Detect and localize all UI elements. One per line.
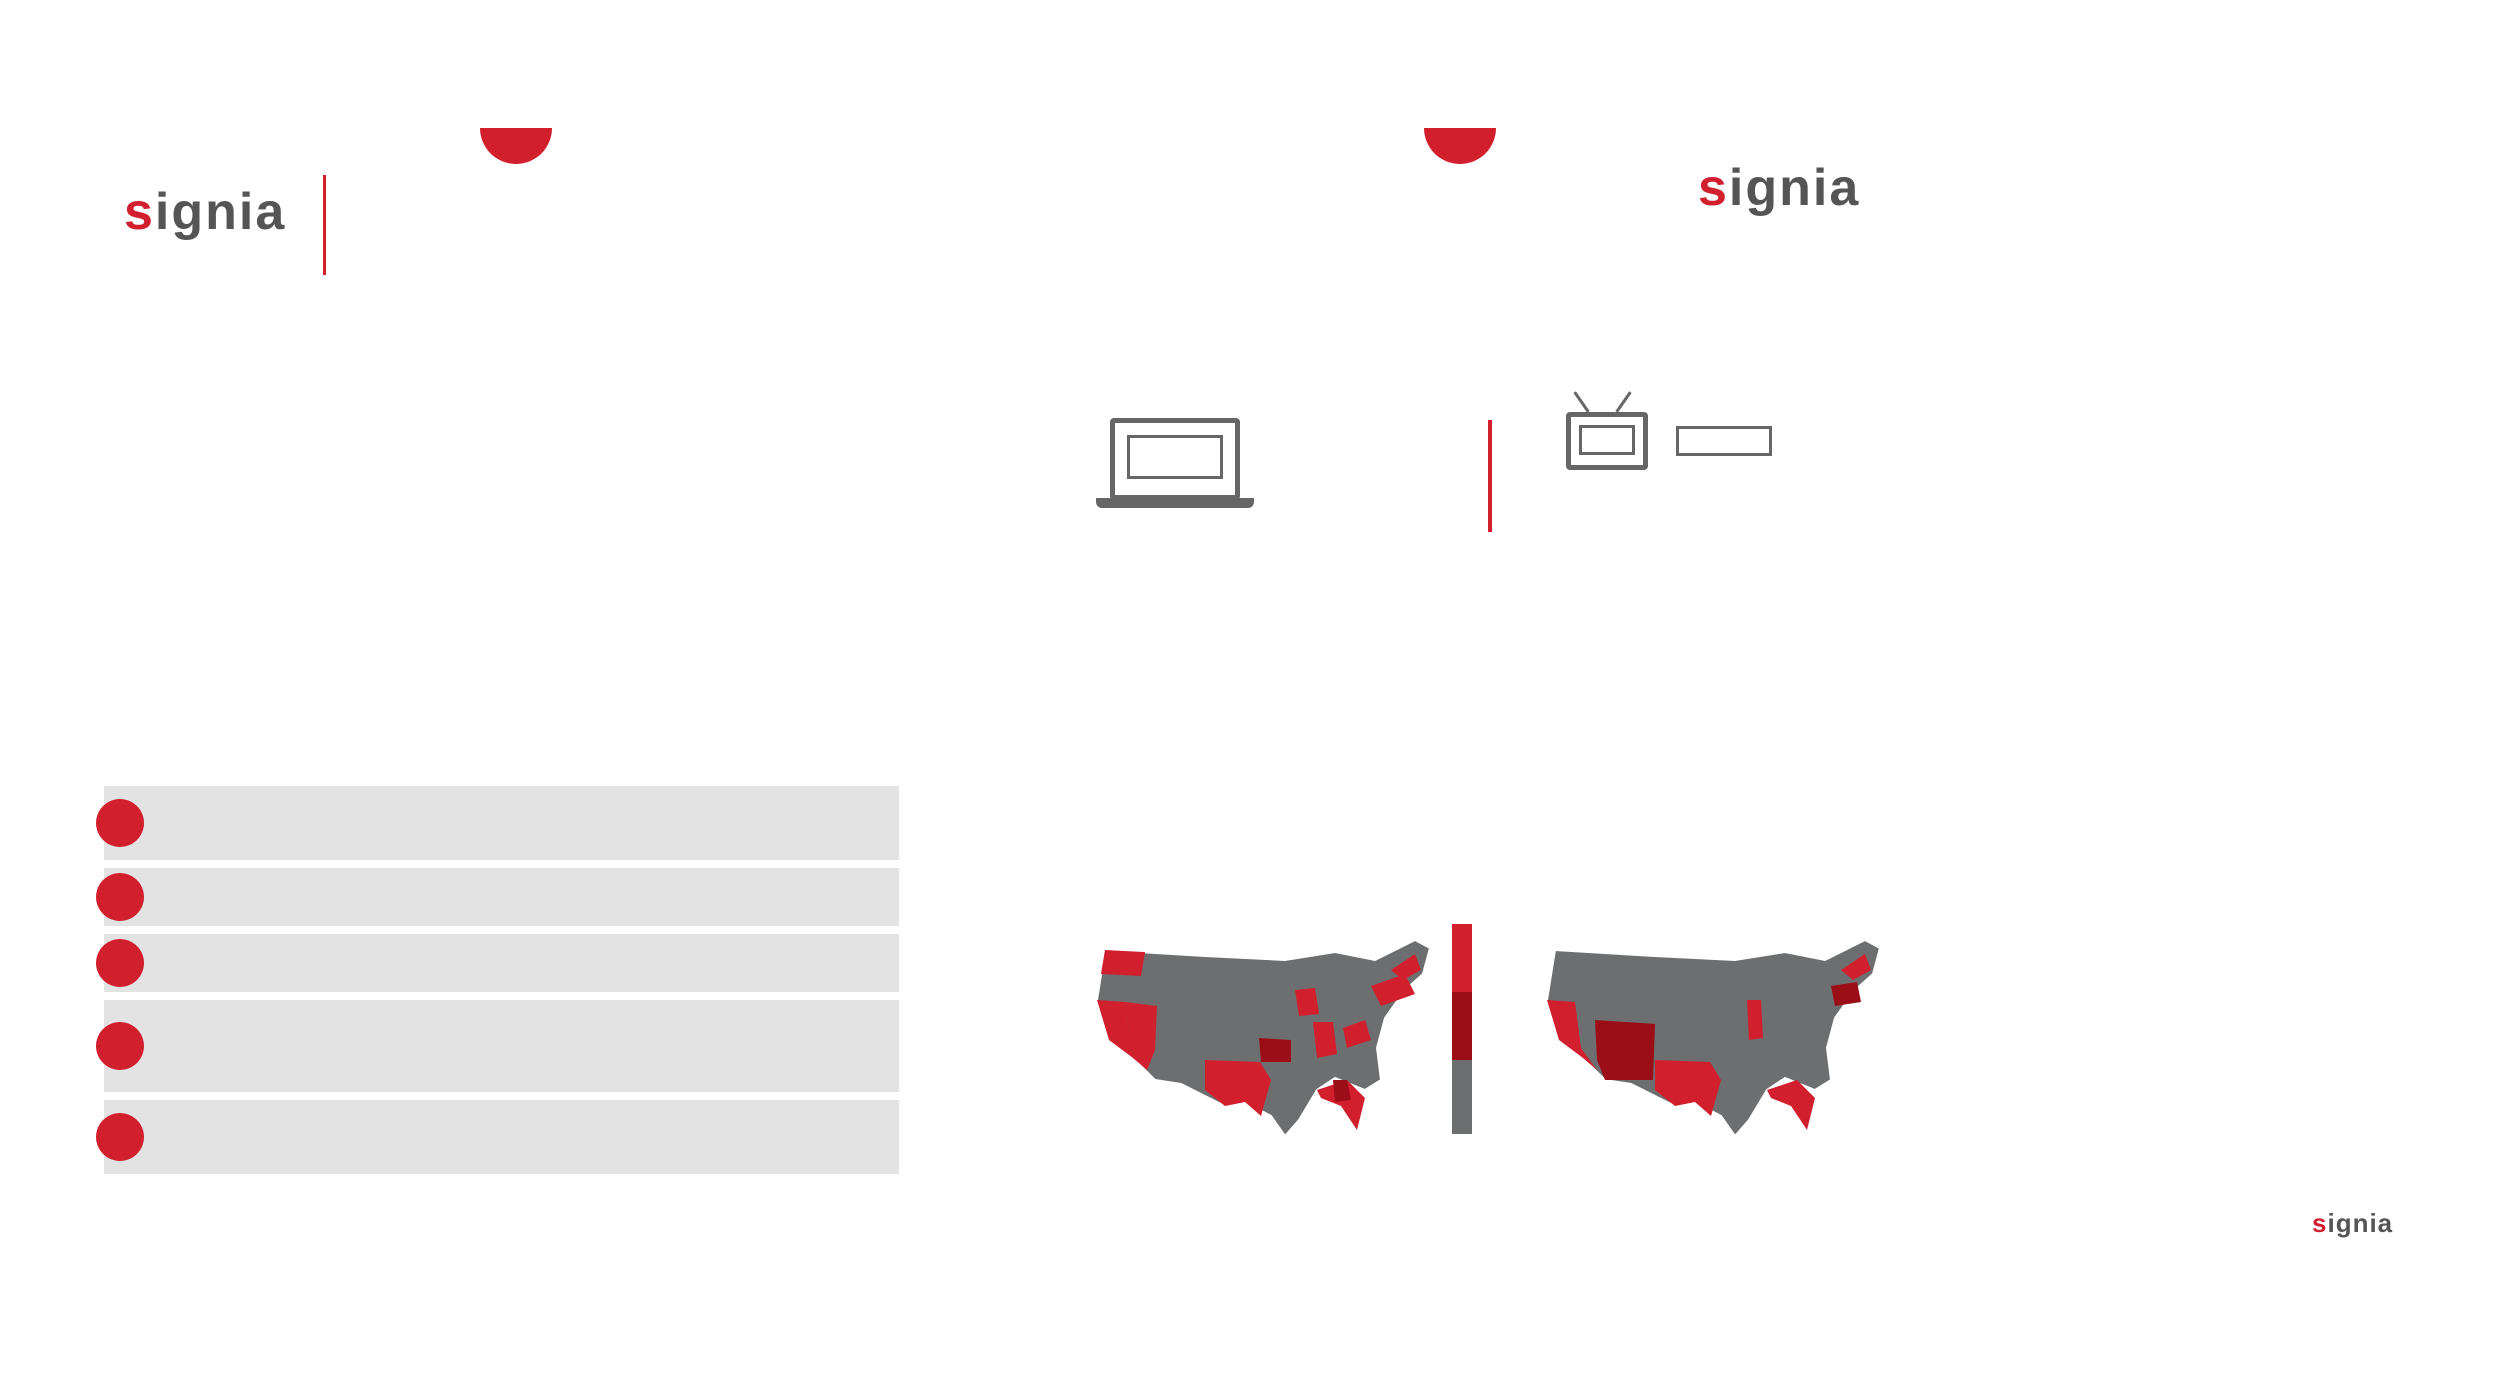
us-heat-map-aug-jan (1535, 930, 1895, 1160)
logo-wordmark: signia (1698, 159, 1861, 217)
signia-logo-small: signia (2312, 1208, 2394, 1238)
computer-icon (1110, 418, 1240, 500)
on-air-icon (1676, 426, 1772, 456)
tv-screen (1566, 412, 1648, 470)
tip-number (96, 1022, 144, 1070)
tip-card (104, 1000, 899, 1092)
tip-card (104, 1100, 899, 1174)
heat-map-legend (1452, 924, 1472, 1134)
tip-number (96, 873, 144, 921)
us-heat-map-jan-jul (1085, 930, 1445, 1160)
sources (1997, 1207, 2247, 1211)
tip-number (96, 939, 144, 987)
laptop-base (1096, 498, 1254, 508)
tip-number (96, 799, 144, 847)
signia-logo (1698, 159, 1861, 220)
tip-card (104, 786, 899, 860)
tip-number (96, 1113, 144, 1161)
facts-sections (118, 372, 908, 386)
title-divider (323, 175, 326, 275)
tip-card (104, 934, 899, 992)
tip-card (104, 868, 899, 926)
top-tab-decoration (1424, 128, 1496, 164)
reach-divider (1488, 420, 1492, 532)
fact-sheet-page (0, 0, 1000, 1391)
top-tab-decoration (480, 128, 552, 164)
signia-logo (124, 183, 287, 244)
footer (110, 1186, 900, 1192)
logo-wordmark: signia (124, 183, 287, 241)
